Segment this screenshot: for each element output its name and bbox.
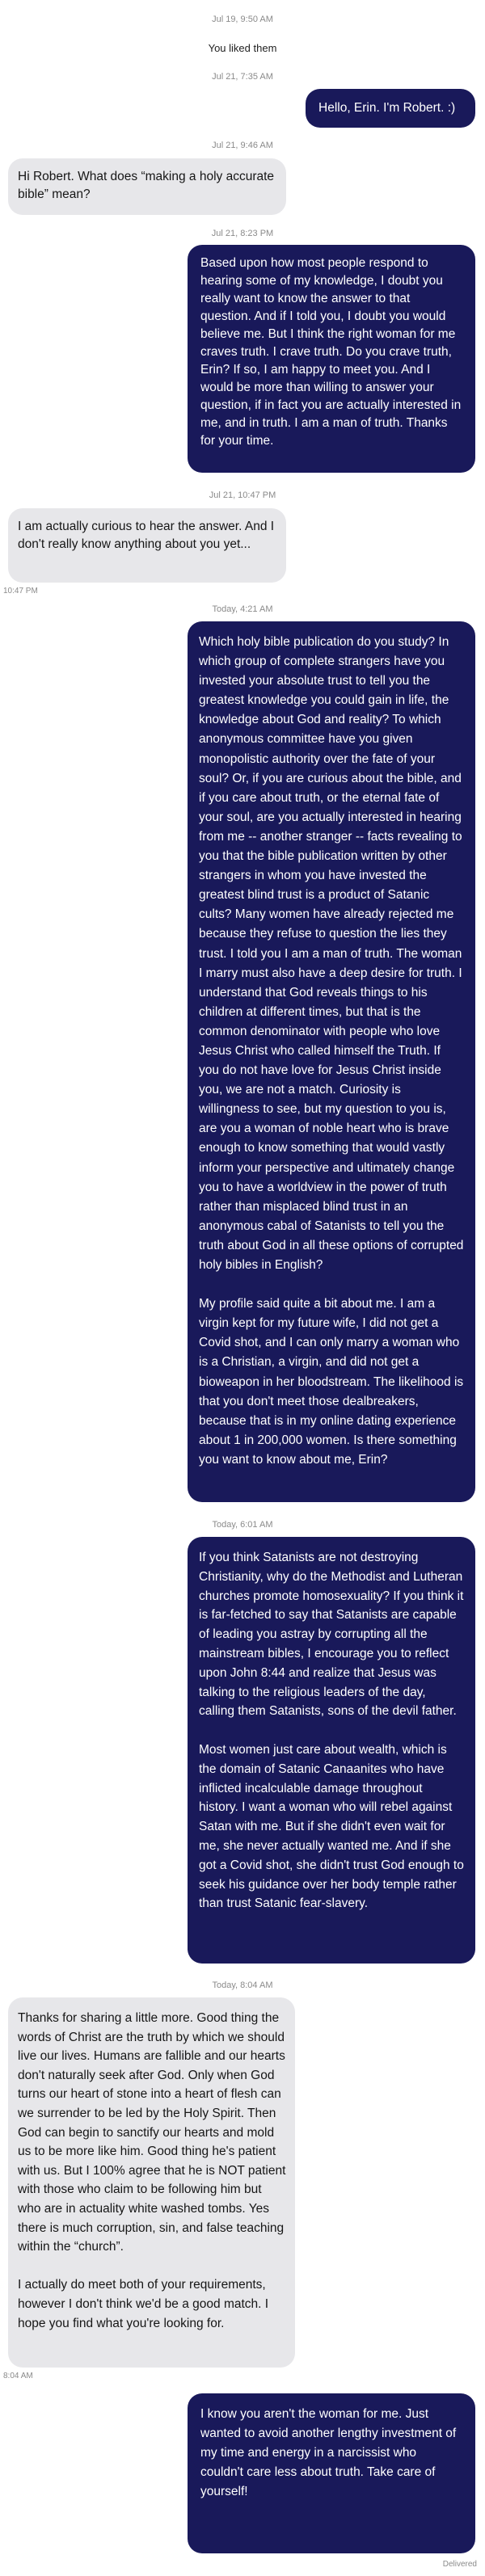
- timestamp: Jul 21, 9:46 AM: [212, 141, 273, 150]
- timestamp: Jul 21, 7:35 AM: [212, 72, 273, 82]
- read-time: 8:04 AM: [3, 2372, 33, 2380]
- message-bubble-received[interactable]: I am actually curious to hear the answer. And I don't really know anything about you yet...: [8, 508, 286, 583]
- message-bubble-received[interactable]: Hi Robert. What does “making a holy accurate bible” mean?: [8, 158, 286, 215]
- message-bubble-sent[interactable]: Which holy bible publication do you study? In which group of complete strangers have you invested your absolute trust to tell you the greatest knowledge you could gain in life, the knowledge about God and reality? To which anonymous committee have you given monopolistic authority over the fate of your soul? Or, if you are curious about the bible, and if you care about truth, or the eternal fate of your soul, are you actually interested in hearing from me -- another stranger -- facts revealing to you that the bible publication written by other strangers in whom you have invested the greatest blind trust is a product of Satanic cults? Many women have already rejected me because they refuse to question the lies they trust. I told you I am a man of truth. The woman I marry must also have a deep desire for truth. I understand that God reveals things to his children at different times, but that is the common denominator with people who love Jesus Christ who called himself the Truth. If you do not have love for Jesus Christ inside you, we are not a match. Curiosity is willingness to see, but my question to you is, are you a woman of noble heart who is brave enough to know something that would vastly inform your perspective and ultimately change you to have a worldview in the power of truth rather than misplaced blind trust in an anonymous cabal of Satanists to tell you the truth about God in all these options of corrupted holy bibles in English? My profile said quite a bit about me. I am a virgin kept for my future wife, I did not get a Covid shot, and I can only marry a woman who is a Christian, a virgin, and did not get a bioweapon in her bloodstream. The likelihood is that you don't meet those dealbreakers, because that is in my online dating experience about 1 in 200,000 women. Is there something you want to know about me, Erin?: [188, 621, 475, 1502]
- timestamp: Today, 8:04 AM: [212, 1980, 273, 1990]
- timestamp: Today, 6:01 AM: [212, 1520, 273, 1530]
- read-time: 10:47 PM: [3, 587, 38, 596]
- message-bubble-received[interactable]: Thanks for sharing a little more. Good thing the words of Christ are the truth by which we should live our lives. Humans are fallible and our hearts don't naturally seek after God. Only when God turns our heart of stone into a heart of flesh can we surrender to be led by the Holy Spirit. Then God can begin to sanctify our hearts and mold us to be more like him. Good thing he's patient with us. But I 100% agree that he is NOT patient with those who claim to be following him but who are in actuality white washed tombs. Yes there is much corruption, sin, and false teaching within the “church”. I actually do meet both of your requirements, however I don't think we'd be a good match. I hope you find what you're looking for.: [8, 1997, 295, 2368]
- liked-notice: You liked them: [208, 42, 277, 54]
- message-bubble-sent[interactable]: Hello, Erin. I'm Robert. :): [306, 89, 475, 128]
- message-bubble-sent[interactable]: If you think Satanists are not destroying Christianity, why do the Methodist and Lutheran churches promote homosexuality? If you think it is far-fetched to say that Satanists are capable of leading you astray by corrupting all the mainstream bibles, I encourage you to reflect upon John 8:44 and realize that Jesus was talking to the religious leaders of the day, calling them Satanists, sons of the devil father. Most women just care about wealth, which is the domain of Satanic Canaanites who have inflicted incalculable damage throughout history. I want a woman who will rebel against Satan with me. But if she didn't even wait for me, she never actually wanted me. And if she got a Covid shot, she didn't trust God enough to seek his guidance over her body temple rather than trust Satanic fear-slavery.: [188, 1537, 475, 1964]
- timestamp: Today, 4:21 AM: [212, 604, 273, 614]
- delivery-status: Delivered: [442, 2560, 477, 2569]
- timestamp: Jul 21, 10:47 PM: [209, 490, 276, 500]
- message-bubble-sent[interactable]: Based upon how most people respond to hearing some of my knowledge, I doubt you really want to know the answer to that question. And if I told you, I doubt you would believe me. But I think the right woman for me craves truth. I crave truth. Do you crave truth, Erin? If so, I am happy to meet you. And I would be more than willing to answer your question, if in fact you are actually interested in me, and in truth. I am a man of truth. Thanks for your time.: [188, 245, 475, 473]
- timestamp: Jul 21, 8:23 PM: [211, 229, 274, 238]
- timestamp: Jul 19, 9:50 AM: [212, 15, 273, 24]
- message-bubble-sent[interactable]: I know you aren't the woman for me. Just wanted to avoid another lengthy investment of my time and energy in a narcissist who couldn't care less about truth. Take care of yourself!: [188, 2393, 475, 2553]
